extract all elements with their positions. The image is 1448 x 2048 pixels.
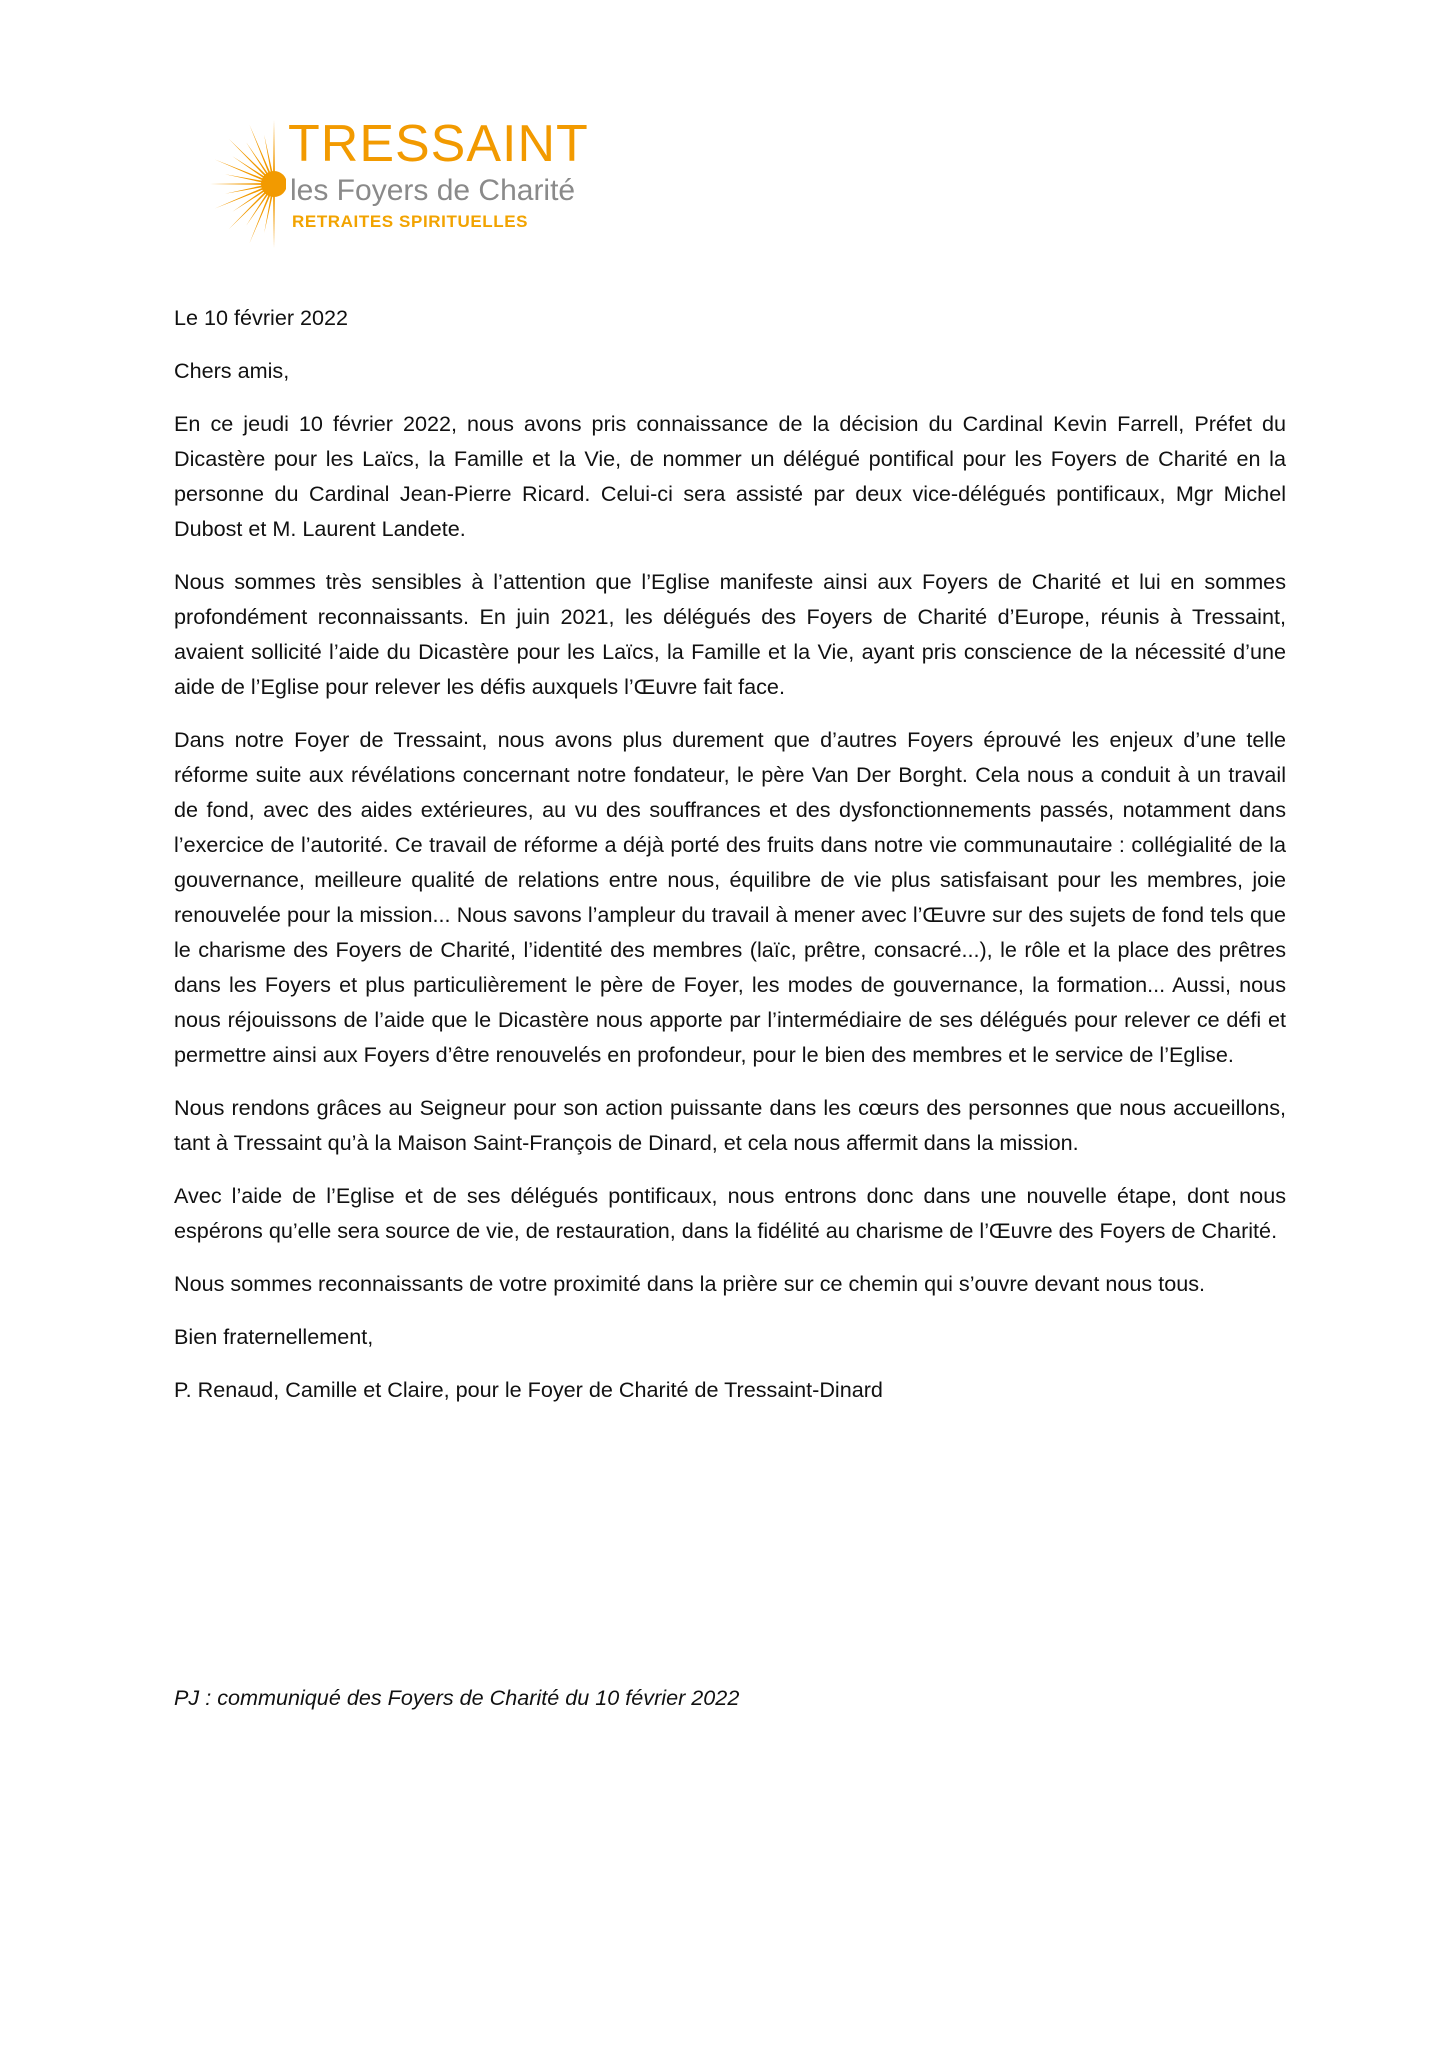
- sun-ray: [264, 196, 272, 233]
- logo-tagline: RETRAITES SPIRITUELLES: [292, 212, 529, 231]
- sun-ray: [225, 186, 262, 194]
- sun-ray: [232, 190, 264, 212]
- letter-signature: P. Renaud, Camille et Claire, pour le Foyer de Charité de Tressaint-Dinard: [174, 1377, 883, 1402]
- letter-greeting: Chers amis,: [174, 358, 290, 383]
- sun-ray: [246, 194, 268, 226]
- tressaint-logo: [196, 112, 596, 252]
- paragraph-1: En ce jeudi 10 février 2022, nous avons pris connaissance de la décision du Cardinal Kevin Farrell, Préfet du Dicastère pour les Laïcs, la Famille et la Vie, de nommer un délégué pontifical pour les Foyers de Charité en la personne du Cardinal Jean-Pierre Ricard. Celui-ci sera assisté par deux vice-délégués pontificaux, Mgr Michel Dubost et M. Laurent Landete.: [174, 411, 1286, 541]
- paragraph-6: Nous sommes reconnaissants de votre proximité dans la prière sur ce chemin qui s’ouvre devant nous tous.: [174, 1271, 1206, 1296]
- paragraph-3: Dans notre Foyer de Tressaint, nous avons plus durement que d’autres Foyers éprouvé les enjeux d’une telle réforme suite aux révélations concernant notre fondateur, le père Van Der Borght. Cela nous a conduit à un travail de fond, avec des aides extérieures, au vu des souffrances et des dysfonctionnements passés, notamment dans l’exercice de l’autorité. Ce travail de réforme a déjà porté des fruits dans notre vie communautaire : collégialité de la gouvernance, meilleure qualité de relations entre nous, équilibre de vie plus satisfaisant pour les membres, joie renouvelée pour la mission... Nous savons l’ampleur du travail à mener avec l’Œuvre sur des sujets de fond tels que le charisme des Foyers de Charité, l’identité des membres (laïc, prêtre, consacré...), le rôle et la place des prêtres dans les Foyers et plus particulièrement le père de Foyer, les modes de gouvernance, la formation... Aussi, nous nous réjouissons de l’aide que le Dicastère nous apporte par l’intermédiaire de ses délégués pour relever ce défi et permettre ainsi aux Foyers d’être renouvelés en profondeur, pour le bien des membres et le service de l’Eglise.: [174, 727, 1286, 1067]
- sun-ray: [225, 174, 262, 182]
- sun-ray: [273, 196, 275, 248]
- sun-core: [261, 171, 286, 197]
- letter-closing: Bien fraternellement,: [174, 1324, 374, 1349]
- letter-body: [174, 300, 1286, 1425]
- attachment-note: PJ : communiqué des Foyers de Charité du 10 février 2022: [174, 1685, 740, 1710]
- paragraph-2: Nous sommes très sensibles à l’attention que l’Eglise manifeste ainsi aux Foyers de Charité et lui en sommes profondément reconnaissants. En juin 2021, les délégués des Foyers de Charité d’Europe, réunis à Tressaint, avaient sollicité l’aide du Dicastère pour les Laïcs, la Famille et la Vie, ayant pris conscience de la nécessité d’une aide de l’Eglise pour relever les défis auxquels l’Œuvre fait face.: [174, 569, 1286, 699]
- sun-ray: [273, 120, 275, 172]
- sun-ray: [264, 135, 272, 172]
- paragraph-4: Nous rendons grâces au Seigneur pour son action puissante dans les cœurs des personnes que nous accueillons, tant à Tressaint qu’à la Maison Saint-François de Dinard, et cela nous affermit dans la mission.: [174, 1095, 1286, 1155]
- sunburst-icon: [196, 118, 286, 250]
- sun-ray: [210, 183, 262, 185]
- sun-ray: [246, 142, 268, 174]
- sun-ray: [232, 156, 264, 178]
- letter-date: Le 10 février 2022: [174, 305, 349, 330]
- logo-title: TRESSAINT: [288, 115, 589, 173]
- logo-subtitle: les Foyers de Charité: [290, 174, 576, 207]
- paragraph-5: Avec l’aide de l’Eglise et de ses délégués pontificaux, nous entrons donc dans une nouvelle étape, dont nous espérons qu’elle sera source de vie, de restauration, dans la fidélité au charisme de l’Œuvre des Foyers de Charité.: [174, 1183, 1286, 1243]
